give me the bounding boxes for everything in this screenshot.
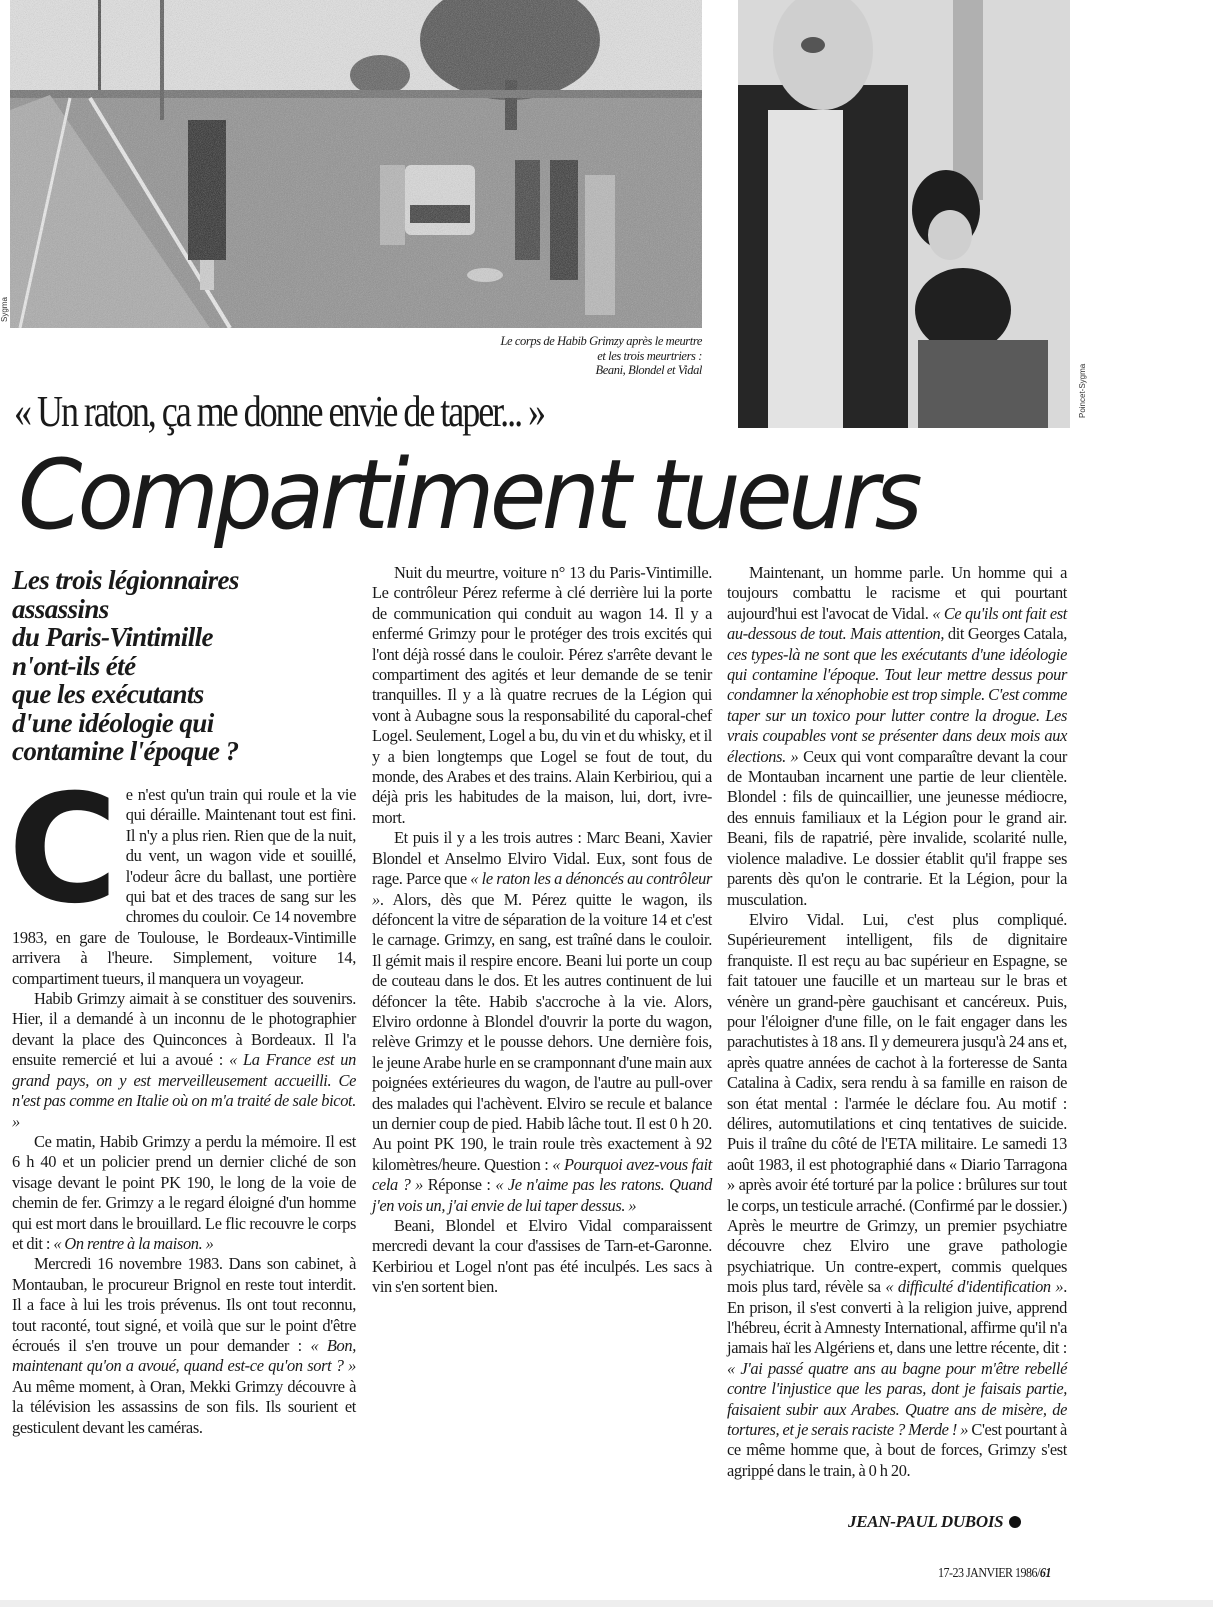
page-folio bbox=[938, 1566, 1051, 1582]
page-number: 61 bbox=[1039, 1566, 1051, 1581]
drop-cap: C bbox=[8, 763, 118, 937]
article-column-2 bbox=[372, 563, 712, 1298]
quote: « On rentre à la maison. » bbox=[53, 1233, 214, 1253]
paragraph bbox=[372, 828, 712, 1216]
author-name: JEAN-PAUL DUBOIS bbox=[848, 1512, 1004, 1531]
article-column-3 bbox=[727, 563, 1067, 1481]
quote: ces types-là ne sont que les exécutants d'une idéologie qui contamine l'époque. Tout leur mettre dessus pour condamner la xénophobie est trop simple. C'est comme taper sur un toxico pour lutter contre la drogue. Les vrais coupables vont se présenter dans deux mois aux élections. » bbox=[727, 644, 1067, 766]
paragraph bbox=[12, 1132, 356, 1254]
article-deck bbox=[12, 566, 357, 766]
headline: Compartiment tueurs bbox=[18, 439, 918, 551]
quote: « le raton les a dénoncés au contrôleur » bbox=[372, 869, 712, 909]
paragraph-text: dit Georges Catala, bbox=[944, 624, 1067, 644]
paragraph: Beani, Blondel et Elviro Vidal comparaissent mercredi devant la cour d'assises de Tarn-et-Garonne. Kerbiriou et Logel n'ont pas été inculpés. Les sacs à vin s'en sortent bien. bbox=[372, 1216, 712, 1297]
paragraph-continues: Nuit du meurtre, voiture n° 13 du Paris-Vintimille. Le contrôleur Pérez referme à clé derrière lui la porte de communication qui conduit au wagon 14. Il y a enfermé Grimzy pour le protéger des trois excités qui l'ont déjà rossé dans le couloir. Pérez s'arrête devant le compartiment des agités et leur demande de se tenir tranquilles. Il y a là quatre recrues de la Légion qui vont à Aubagne sous la responsabilité du caporal-chef Logel. Seulement, Logel a bu, du vin et du whisky, et il y a bien longtemps que Logel se fout de tout, du monde, des Arabes et des trains. Alain Kerbiriou, qui a déjà pris les habitudes de la maison, lui, dort, ivre-mort. bbox=[372, 563, 712, 827]
paragraph-text: Habib Grimzy aimait à se constituer des souvenirs. Hier, il a demandé à un inconnu de le photographier devant la place des Quinconces à Bordeaux. Il l'a ensuite remercié et lui a avoué : bbox=[12, 989, 356, 1070]
deck-line: assassins bbox=[12, 593, 109, 624]
paragraph bbox=[727, 910, 1067, 1481]
headline-kicker-quote: « Un raton, ça me donne envie de taper... » bbox=[14, 387, 545, 436]
deck-line: contamine l'époque ? bbox=[12, 736, 239, 766]
paragraph bbox=[12, 1254, 356, 1438]
deck-line: du Paris-Vintimille bbox=[12, 622, 213, 652]
article-column-1 bbox=[8, 763, 356, 1438]
deck-line: que les exécutants bbox=[12, 679, 204, 709]
paragraph-text: e n'est qu'un train qui roule et la vie qui déraille. Maintenant tout est fini. Il n'y a plus rien. Rien que de la nuit, du vent, un wagon vide et souillé, l'odeur âcre du ballast, une portière qui bat et des traces de sang sur les chromes du couloir. Ce 14 novembre 1983, en gare de Toulouse, le Bordeaux-Vintimille arrivera à l'heure. Simplement, voiture 14, compartiment tueurs, il manquera un voyageur. bbox=[12, 785, 356, 988]
deck-line: d'une idéologie qui bbox=[12, 707, 214, 738]
photo-credit-sygma: Sygma bbox=[0, 297, 9, 322]
scan-bottom-edge bbox=[0, 1600, 1213, 1607]
caption-line: Beani, Blondel et Vidal bbox=[595, 363, 702, 377]
deck-line: Les trois légionnaires bbox=[12, 565, 239, 595]
end-mark-bullet-icon bbox=[1009, 1516, 1021, 1528]
photo-credit-poincet-sygma: Poincet-Sygma bbox=[1078, 363, 1087, 418]
caption-line: et les trois meurtriers : bbox=[597, 348, 702, 363]
paragraph-text: Maintenant, un homme parle. Un homme qui a toujours combattu le racisme et qui pourtant aujourd'hui est l'avocat de Vidal. bbox=[727, 563, 1067, 623]
accused-portrait-image bbox=[738, 0, 1070, 428]
paragraph-text: C'est pourtant à ce même homme que, à bout de forces, Grimzy s'est agrippé dans le train, à 0 h 20. bbox=[727, 1420, 1067, 1480]
quote: « La France est un grand pays, on y est merveilleusement accueilli. Ce n'est pas comme en Italie où on m'a traité de sale bicot. » bbox=[12, 1050, 356, 1131]
quote: « Ce qu'ils ont fait est au-dessous de tout. Mais attention, bbox=[727, 603, 1067, 644]
quote: « Je n'aime pas les ratons. Quand j'en vois un, j'ai envie de lui taper dessus. » bbox=[372, 1175, 712, 1215]
author-byline bbox=[848, 1512, 1021, 1532]
photo-accused-legionnaires bbox=[738, 0, 1070, 428]
caption-line: Le corps de Habib Grimzy après le meurtre bbox=[500, 334, 702, 348]
paragraph-text: . En prison, il s'est converti à la religion juive, apprend l'hébreu, écrit à Amnesty International, affirme qu'il n'a jamais haï les Algériens et, dans une lettre récente, dit : bbox=[727, 1277, 1068, 1358]
photo-caption bbox=[402, 334, 702, 378]
photo-railway-crime-scene bbox=[10, 0, 702, 328]
paragraph-text: Au même moment, à Oran, Mekki Grimzy découvre à la télévision les assassins de son fils. Ils sourient et gesticulent devant les caméras. bbox=[12, 1376, 356, 1437]
quote: « J'ai passé quatre ans au bagne pour m'être rebellé contre l'injustice que les paras, dont je faisais partie, faisaient subir aux Arabes. Quatre ans de misère, de tortures, et je serais raciste ? Merde ! » bbox=[727, 1358, 1067, 1440]
paragraph-text: Et puis il y a les trois autres : Marc Beani, Xavier Blondel et Anselmo Elviro Vidal. Eux, sont fous de rage. Parce que bbox=[372, 828, 712, 889]
paragraph-text: Elviro Vidal. Lui, c'est plus compliqué. Supérieurement intelligent, fils de dignitaire franquiste. Il est reçu au bac supérieur en Espagne, se fait tatouer une faucille et un marteau sur le bras et vénère un grand-père gauchisant et cancéreux. Puis, pour l'éloigner d'une fille, on le fait engager dans les parachutistes à 18 ans. Il y demeurera jusqu'à 24 ans et, après quatre années de cachot à la forteresse de Santa Catalina à Cadix, sera rendu à sa famille en raison de son état mental : l'armée le déclare fou. Au motif : délires, automutilations et cinq tentatives de suicide. Puis il traîne du côté de l'ETA militaire. Le samedi 13 août 1983, il est photographié dans « Diario Tarragona » après avoir été torturé par la police : brûlures sur tout le corps, un testicule arraché. (Confirmé par le dossier.) Après le meurtre de Grimzy, un premier psychiatre découvre chez Elviro une grave pathologie psychiatrique. Un contre-expert, commis quelques mois plus tard, révèle sa bbox=[727, 909, 1067, 1297]
quote: « difficulté d'identification » bbox=[885, 1277, 1064, 1297]
deck-line: n'ont-ils été bbox=[12, 650, 136, 681]
paragraph-intro bbox=[8, 763, 356, 989]
paragraph-text: Mercredi 16 novembre 1983. Dans son cabinet, à Montauban, le procureur Brignol en reste tout interdit. Il a face à lui les trois prévenus. Ils ont tout reconnu, tout raconté, tout signé, et voilà que sur le point d'être écroués il s'en trouve un pour demander : bbox=[12, 1254, 356, 1355]
paragraph bbox=[12, 989, 356, 1132]
quote: « Pourquoi avez-vous fait cela ? » bbox=[372, 1154, 712, 1195]
issue-date: 17-23 JANVIER 1986/ bbox=[938, 1566, 1040, 1581]
paragraph bbox=[727, 563, 1067, 910]
paragraph-text: Réponse : bbox=[423, 1175, 496, 1195]
paragraph-text: Ceux qui vont comparaître devant la cour de Montauban incarnent une partie de leur clientèle. Blondel : fils de quincaillier, une jeunesse médiocre, des ennuis familiaux et la Légion pour le grand air. Beani, fils de rapatrié, père invalide, scolarité nulle, violence maladive. Le dossier établit qu'il frappe ses parents dès qu'on le contrarie. Et la Légion, pour la musculation. bbox=[727, 746, 1067, 909]
paragraph-text: Ce matin, Habib Grimzy a perdu la mémoire. Il est 6 h 40 et un policier prend un dernier cliché de son visage devant le point PK 190, le long de la voie de chemin de fer. Grimzy a le regard éloigné d'un homme qui est mort dans le brouillard. Le flic recouvre le corps et dit : bbox=[12, 1131, 356, 1253]
paragraph-text: . Alors, dès que M. Pérez quitte le wagon, ils défoncent la vitre de séparation de la voiture 14 et c'est le carnage. Grimzy, en sang, est traîné dans le couloir. Il gémit mais il respire encore. Beani lui porte un coup de couteau dans le dos. Et les autres continuent de lui défoncer la tête. Habib s'accroche à la vie. Alors, Elviro ordonne à Blondel d'ouvrir la porte du wagon, relève Grimzy et le pousse dehors. Une dernière fois, le jeune Arabe hurle en se cramponnant d'une main aux poignées extérieures du wagon, de l'autre au pull-over des malades qui l'achèvent. Elviro se recule et balance un dernier coup de pied. Habib lâche tout. Il est 0 h 20. Au point PK 190, le train roule très exactement à 92 kilomètres/heure. Question : bbox=[372, 889, 712, 1174]
quote: « Bon, maintenant qu'on a avoué, quand est-ce qu'on sort ? » bbox=[12, 1335, 356, 1376]
railway-scene-image bbox=[10, 0, 702, 328]
